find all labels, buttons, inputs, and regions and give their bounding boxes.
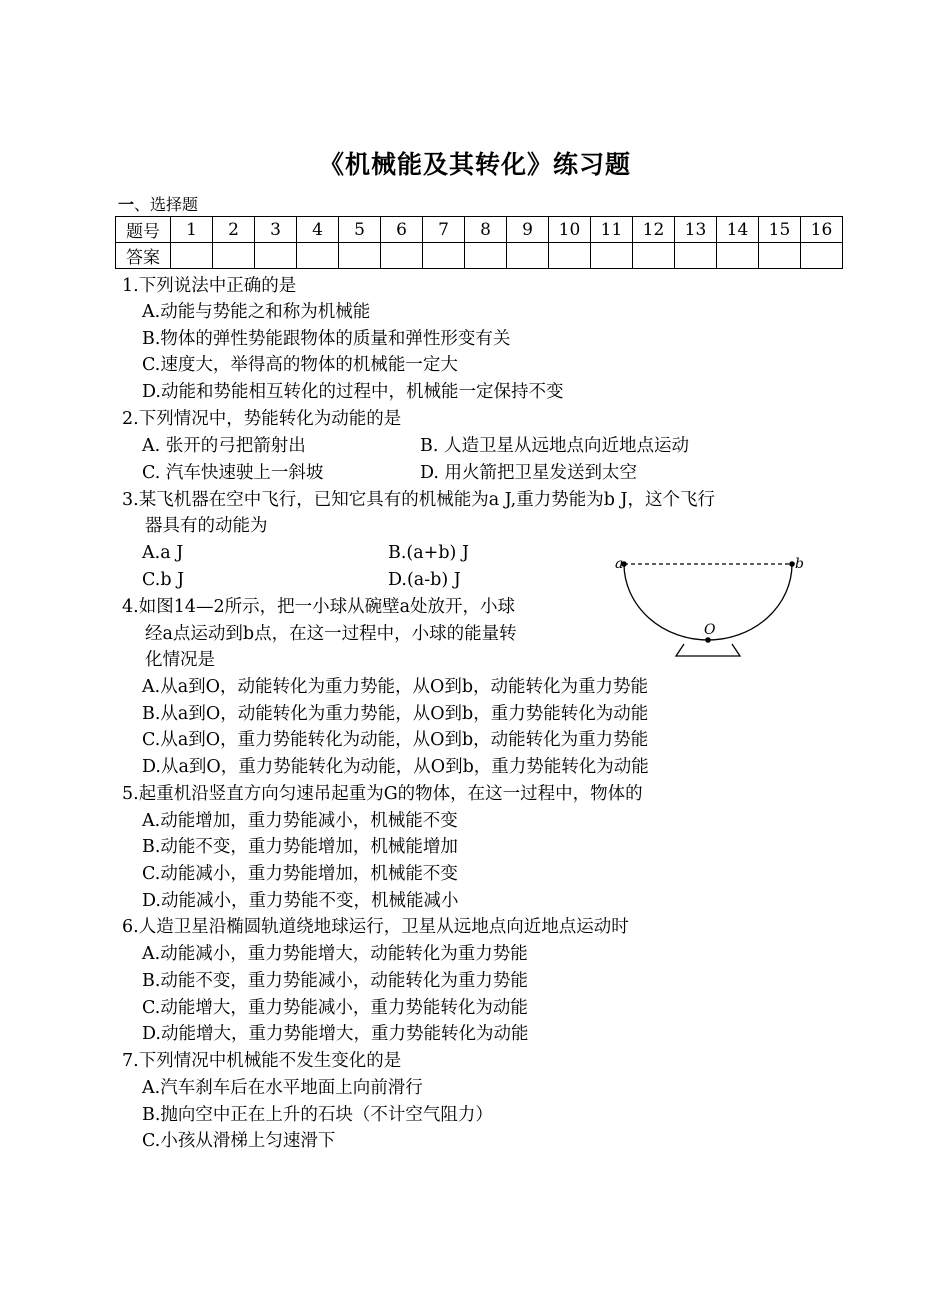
question-number: 11 bbox=[591, 217, 633, 243]
question-4-option-d: D.从a到O，重力势能转化为动能，从O到b，重力势能转化为动能 bbox=[142, 757, 649, 777]
question-3-stem-line-2: 器具有的动能为 bbox=[145, 516, 268, 536]
answer-cell[interactable] bbox=[591, 243, 633, 269]
answer-cell[interactable] bbox=[339, 243, 381, 269]
question-6-option-d: D.动能增大，重力势能增大，重力势能转化为动能 bbox=[142, 1024, 529, 1044]
answer-cell[interactable] bbox=[255, 243, 297, 269]
question-3-option-c: C.b J bbox=[142, 570, 185, 590]
question-number: 1 bbox=[171, 217, 213, 243]
label-a: a bbox=[615, 556, 624, 572]
answer-cell[interactable] bbox=[801, 243, 843, 269]
question-4-stem-line-2: 经a点运动到b点，在这一过程中，小球的能量转 bbox=[145, 624, 517, 644]
question-1-option-d: D.动能和势能相互转化的过程中，机械能一定保持不变 bbox=[142, 382, 564, 402]
answer-cell[interactable] bbox=[465, 243, 507, 269]
question-number: 7 bbox=[423, 217, 465, 243]
question-2-option-c: C. 汽车快速驶上一斜坡 bbox=[142, 463, 324, 483]
question-6-option-a: A.动能减小，重力势能增大，动能转化为重力势能 bbox=[142, 944, 528, 964]
question-3-option-b: B.(a+b) J bbox=[388, 543, 469, 563]
question-number: 6 bbox=[381, 217, 423, 243]
answer-cell[interactable] bbox=[549, 243, 591, 269]
question-7-option-c: C.小孩从滑梯上匀速滑下 bbox=[142, 1131, 336, 1151]
question-2-option-b: B. 人造卫星从远地点向近地点运动 bbox=[420, 436, 689, 456]
point-o-dot bbox=[705, 637, 711, 643]
question-1-option-c: C.速度大，举得高的物体的机械能一定大 bbox=[142, 355, 458, 375]
question-6-option-b: B.动能不变，重力势能减小，动能转化为重力势能 bbox=[142, 971, 528, 991]
question-5-option-c: C.动能减小，重力势能增加，机械能不变 bbox=[142, 864, 458, 884]
answer-cell[interactable] bbox=[171, 243, 213, 269]
section-heading bbox=[118, 192, 198, 215]
question-number: 3 bbox=[255, 217, 297, 243]
question-1-option-a: A.动能与势能之和称为机械能 bbox=[142, 302, 371, 322]
question-number: 15 bbox=[759, 217, 801, 243]
question-6-option-c: C.动能增大，重力势能减小，重力势能转化为动能 bbox=[142, 998, 528, 1018]
answer-table bbox=[115, 216, 843, 269]
bowl-diagram bbox=[612, 552, 812, 660]
question-3-option-a: A.a J bbox=[142, 543, 184, 563]
question-7-option-a: A.汽车刹车后在水平地面上向前滑行 bbox=[142, 1078, 423, 1098]
answer-cell[interactable] bbox=[717, 243, 759, 269]
answer-cell[interactable] bbox=[423, 243, 465, 269]
question-1-option-b: B.物体的弹性势能跟物体的质量和弹性形变有关 bbox=[142, 329, 511, 349]
label-b: b bbox=[795, 556, 804, 572]
question-3-option-d: D.(a-b) J bbox=[388, 570, 461, 590]
question-5-option-b: B.动能不变，重力势能增加，机械能增加 bbox=[142, 837, 458, 857]
point-b-dot bbox=[789, 561, 795, 567]
question-7-stem: 7.下列情况中机械能不发生变化的是 bbox=[122, 1051, 402, 1071]
question-4-option-b: B.从a到O，动能转化为重力势能，从O到b，重力势能转化为动能 bbox=[142, 704, 649, 724]
label-o: O bbox=[704, 622, 716, 638]
question-number: 2 bbox=[213, 217, 255, 243]
bowl-base bbox=[676, 644, 740, 656]
number-row-header: 题号 bbox=[116, 217, 171, 243]
answer-cell[interactable] bbox=[675, 243, 717, 269]
page-title: 《机械能及其转化》练习题 bbox=[318, 150, 631, 179]
question-4-option-a: A.从a到O，动能转化为重力势能，从O到b，动能转化为重力势能 bbox=[142, 677, 649, 697]
answer-cell[interactable] bbox=[759, 243, 801, 269]
question-number: 8 bbox=[465, 217, 507, 243]
question-1-stem: 1.下列说法中正确的是 bbox=[122, 276, 297, 296]
answer-cell[interactable] bbox=[507, 243, 549, 269]
question-number: 5 bbox=[339, 217, 381, 243]
question-2-stem: 2.下列情况中，势能转化为动能的是 bbox=[122, 409, 402, 429]
question-number: 13 bbox=[675, 217, 717, 243]
bowl-figure bbox=[612, 552, 812, 664]
question-number: 9 bbox=[507, 217, 549, 243]
answer-cell[interactable] bbox=[633, 243, 675, 269]
section-label: 、选择题 bbox=[134, 195, 199, 214]
section-number: 一 bbox=[118, 195, 135, 214]
answer-row bbox=[116, 243, 843, 269]
number-row bbox=[116, 217, 843, 243]
question-number: 12 bbox=[633, 217, 675, 243]
question-4-option-c: C.从a到O，重力势能转化为动能，从O到b，动能转化为重力势能 bbox=[142, 730, 649, 750]
answer-cell[interactable] bbox=[381, 243, 423, 269]
answer-cell[interactable] bbox=[213, 243, 255, 269]
question-5-stem: 5.起重机沿竖直方向匀速吊起重为G的物体，在这一过程中，物体的 bbox=[122, 784, 643, 804]
question-5-option-a: A.动能增加，重力势能减小，机械能不变 bbox=[142, 811, 458, 831]
question-4-stem-line-1: 4.如图14—2所示，把一小球从碗壁a处放开，小球 bbox=[122, 597, 516, 617]
question-7-option-b: B.抛向空中正在上升的石块（不计空气阻力） bbox=[142, 1105, 493, 1125]
question-2-option-a: A. 张开的弓把箭射出 bbox=[142, 436, 306, 456]
question-number: 16 bbox=[801, 217, 843, 243]
answer-cell[interactable] bbox=[297, 243, 339, 269]
question-3-stem-line-1: 3.某飞机器在空中飞行，已知它具有的机械能为a J,重力势能为b J，这个飞行 bbox=[122, 490, 716, 510]
question-6-stem: 6.人造卫星沿椭圆轨道绕地球运行，卫星从远地点向近地点运动时 bbox=[122, 917, 629, 937]
question-number: 14 bbox=[717, 217, 759, 243]
question-number: 4 bbox=[297, 217, 339, 243]
question-number: 10 bbox=[549, 217, 591, 243]
question-5-option-d: D.动能减小，重力势能不变，机械能减小 bbox=[142, 891, 459, 911]
question-2-option-d: D. 用火箭把卫星发送到太空 bbox=[420, 463, 638, 483]
question-4-stem-line-3: 化情况是 bbox=[145, 650, 215, 670]
answer-row-header: 答案 bbox=[116, 243, 171, 269]
